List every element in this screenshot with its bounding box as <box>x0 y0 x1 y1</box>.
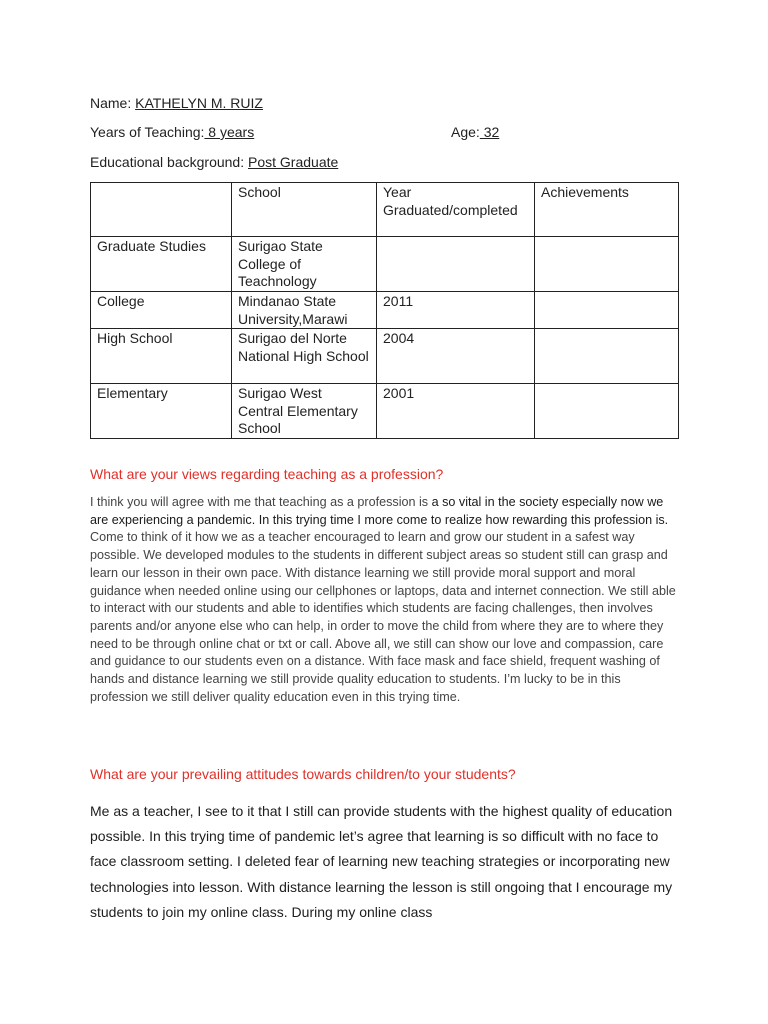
answer-attitudes-students: Me as a teacher, I see to it that I still can provide students with the highest quality of education possible. In this trying time of pandemic let’s agree that learning is so difficult with no face to face classroom setting. I deleted fear of learning new teaching strategies or incorporating new technologies into lesson. With distance learning the lesson is still ongoing that I encourage my students to join my online class. During my online class <box>90 803 673 920</box>
header-cell-level <box>91 183 232 237</box>
year-cell: 2004 <box>377 329 535 384</box>
table-row <box>91 329 679 384</box>
school-cell: Surigao del Norte National High School <box>232 329 377 384</box>
level-cell: Elementary <box>91 384 232 439</box>
table-row <box>91 292 679 329</box>
achievements-cell <box>535 292 679 329</box>
years-value: 8 years <box>204 124 255 140</box>
answer-text-part: I think you will agree with me that teaching as a profession is <box>90 495 432 509</box>
answer-teaching-profession <box>90 494 680 706</box>
age-value: 32 <box>479 124 500 140</box>
year-cell: 2001 <box>377 384 535 439</box>
year-cell <box>377 237 535 292</box>
answer-text-emphasis: a so vital in the society especially now we are experiencing a pandemic. In this trying time I more come to realize how rewarding this profession is. <box>90 495 669 527</box>
header-cell-achievements: Achievements <box>535 183 679 237</box>
name-label: Name: <box>90 95 136 111</box>
header-cell-school: School <box>232 183 377 237</box>
year-cell: 2011 <box>377 292 535 329</box>
question-teaching-profession: What are your views regarding teaching as a profession? <box>90 466 444 482</box>
level-cell: Graduate Studies <box>91 237 232 292</box>
level-cell: College <box>91 292 232 329</box>
age-row <box>451 123 499 141</box>
educational-background-row <box>90 153 338 171</box>
edu-label: Educational background: <box>90 154 248 170</box>
years-of-teaching-row <box>90 123 254 141</box>
level-cell: High School <box>91 329 232 384</box>
table-header-row <box>91 183 679 237</box>
school-cell: Mindanao State University,Marawi <box>232 292 377 329</box>
name-value: KATHELYN M. RUIZ <box>135 95 263 111</box>
edu-value: Post Graduate <box>248 154 339 170</box>
name-row <box>90 94 263 112</box>
table-row <box>91 237 679 292</box>
achievements-cell <box>535 329 679 384</box>
achievements-cell <box>535 384 679 439</box>
header-cell-year: Year Graduated/completed <box>377 183 535 237</box>
question-attitudes-students: What are your prevailing attitudes towards children/to your students? <box>90 766 516 782</box>
school-cell: Surigao State College of Teachnology <box>232 237 377 292</box>
school-cell: Surigao West Central Elementary School <box>232 384 377 439</box>
years-label: Years of Teaching: <box>90 124 205 140</box>
answer-text-part: Come to think of it how we as a teacher encouraged to learn and grow our student in a safest way possible. We developed modules to the students in different subject areas so student still can grasp and learn our lesson in their own pace. With distance learning we still provide moral support and moral guidance when needed online using our cellphones or laptops, data and internet connection. We still able to interact with our students and able to identifies which students are facing challenges, then involves parents and/or anyone else who can help, in order to move the child from where they are to where they need to be through online chat or txt or call. Above all, we still can show our love and compassion, care and guidance to our students even on a distance. With face mask and face shield, frequent washing of hands and distance learning we still provide quality education to students. I’m lucky to be in this profession we still deliver quality education even in this trying time. <box>90 530 676 704</box>
age-label: Age: <box>451 124 480 140</box>
table-row <box>91 384 679 439</box>
achievements-cell <box>535 237 679 292</box>
education-table <box>90 182 679 439</box>
